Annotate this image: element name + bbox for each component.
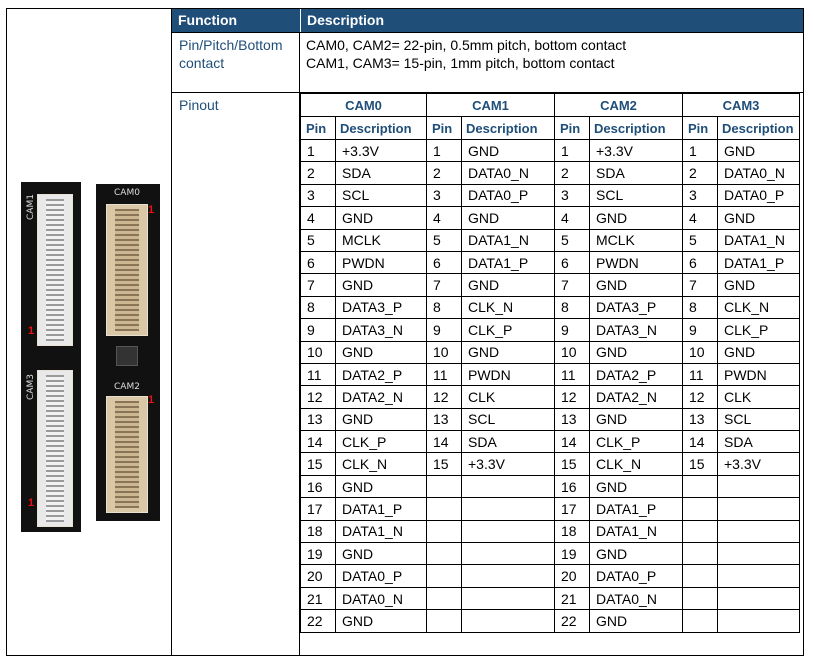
pin1-mark-cam0: 1 — [148, 204, 155, 216]
pin-description-cell: +3.3V — [718, 453, 800, 475]
pin-header: Pin — [555, 117, 590, 140]
pin-number-cell: 22 — [555, 610, 590, 632]
connector-cam3 — [37, 370, 73, 527]
table-row — [301, 162, 800, 184]
pin-description-cell: CLK_P — [336, 431, 427, 453]
pin-description-cell: SDA — [590, 162, 683, 184]
pin-description-cell: DATA1_P — [718, 251, 800, 273]
pin-description-cell: GND — [590, 475, 683, 497]
pin1-mark-cam3: 1 — [28, 497, 35, 509]
pin-number-cell: 12 — [301, 386, 336, 408]
silk-cam1: CAM1 — [26, 194, 36, 220]
description-header-cell: Description — [718, 117, 800, 140]
pin-number-cell — [683, 498, 718, 520]
silk-cam2: CAM2 — [114, 382, 140, 392]
pin-number-cell: 4 — [427, 207, 462, 229]
pin-number-cell: 7 — [427, 274, 462, 296]
table-row — [301, 363, 800, 385]
pin-description-cell: PWDN — [718, 363, 800, 385]
table-row — [301, 274, 800, 296]
pin-description-cell: DATA3_P — [590, 296, 683, 318]
pin-description-cell: DATA0_N — [336, 587, 427, 609]
pin-description-cell: GND — [718, 207, 800, 229]
pin-number-cell: 20 — [301, 565, 336, 587]
silk-cam3: CAM3 — [26, 374, 36, 400]
pin-description-cell: GND — [462, 207, 555, 229]
group-cam3: CAM3 — [683, 94, 800, 117]
pin-description-cell: GND — [336, 207, 427, 229]
pin-number-cell: 2 — [555, 162, 590, 184]
pin-number-cell: 15 — [683, 453, 718, 475]
pin-description-cell: GND — [462, 341, 555, 363]
pin-number-cell: 9 — [683, 319, 718, 341]
pin-number-cell: 6 — [683, 251, 718, 273]
pin-number-cell: 8 — [427, 296, 462, 318]
table-row — [301, 229, 800, 251]
connector-cam0 — [106, 204, 148, 336]
pin-number-cell: 7 — [683, 274, 718, 296]
pin-number-cell: 3 — [427, 184, 462, 206]
pin-number-cell: 6 — [555, 251, 590, 273]
pin-number-cell: 7 — [301, 274, 336, 296]
pin-description-cell: +3.3V — [590, 140, 683, 162]
pin-number-cell: 10 — [427, 341, 462, 363]
pin-number-cell: 8 — [555, 296, 590, 318]
header-divider — [300, 9, 301, 32]
pin-number-cell: 1 — [301, 140, 336, 162]
description-header: Description — [301, 9, 803, 32]
pin-number-cell: 22 — [301, 610, 336, 632]
pin-description-cell: GND — [718, 274, 800, 296]
pin-description-cell — [718, 498, 800, 520]
pin1-mark-cam1: 1 — [28, 325, 35, 337]
pin-number-cell: 4 — [555, 207, 590, 229]
pin-number-cell: 15 — [555, 453, 590, 475]
pinout-row-label: Pinout — [179, 97, 219, 113]
pin-number-cell: 19 — [555, 543, 590, 565]
pin-description-cell: CLK_N — [336, 453, 427, 475]
pin-number-cell: 11 — [427, 363, 462, 385]
pin-description-cell: DATA2_P — [590, 363, 683, 385]
pin-number-cell — [427, 475, 462, 497]
chip-component — [116, 346, 138, 366]
pin-number-cell — [427, 498, 462, 520]
pin-description-cell: GND — [336, 408, 427, 430]
pin-description-cell — [718, 520, 800, 542]
pin-description-cell: +3.3V — [462, 453, 555, 475]
table-row — [301, 587, 800, 609]
pin-number-cell — [427, 610, 462, 632]
pin-header: Pin — [683, 117, 718, 140]
pin-number-cell: 7 — [555, 274, 590, 296]
pin-description-cell: DATA0_P — [462, 184, 555, 206]
pin-description-cell: DATA1_P — [462, 251, 555, 273]
pin-number-cell: 5 — [555, 229, 590, 251]
pin-description-cell: GND — [336, 543, 427, 565]
pin-number-cell: 16 — [555, 475, 590, 497]
pin-description-cell: DATA3_P — [336, 296, 427, 318]
pin-description-cell: SDA — [336, 162, 427, 184]
pinout-table — [300, 93, 800, 633]
pin-description-cell: MCLK — [336, 229, 427, 251]
pin1-mark-cam2: 1 — [148, 394, 155, 406]
pin-description-cell: CLK_N — [462, 296, 555, 318]
pin-number-cell: 12 — [427, 386, 462, 408]
pin-number-cell: 9 — [427, 319, 462, 341]
pin-number-cell: 8 — [301, 296, 336, 318]
pin-description-cell: DATA1_N — [336, 520, 427, 542]
pin-description-cell: CLK_P — [590, 431, 683, 453]
pin-number-cell: 19 — [301, 543, 336, 565]
table-row — [301, 453, 800, 475]
table-row — [301, 610, 800, 632]
pin-number-cell: 14 — [427, 431, 462, 453]
pin-description-cell: DATA0_P — [718, 184, 800, 206]
pin-number-cell: 1 — [555, 140, 590, 162]
pin-number-cell: 2 — [427, 162, 462, 184]
pin-description-cell — [462, 610, 555, 632]
pin-description-cell: GND — [462, 140, 555, 162]
pitch-row-line-2: CAM1, CAM3= 15-pin, 1mm pitch, bottom contact — [306, 55, 615, 71]
table-row — [301, 475, 800, 497]
pin-description-cell: GND — [718, 341, 800, 363]
pin-description-cell: SCL — [590, 184, 683, 206]
pin-description-cell: GND — [336, 341, 427, 363]
pin-number-cell: 15 — [301, 453, 336, 475]
pin-number-cell: 10 — [555, 341, 590, 363]
pin-number-cell: 2 — [301, 162, 336, 184]
table-row — [301, 408, 800, 430]
pin-number-cell: 13 — [683, 408, 718, 430]
pin-description-cell: CLK_N — [718, 296, 800, 318]
pin-description-cell: GND — [718, 140, 800, 162]
pin-description-cell: GND — [336, 475, 427, 497]
pin-description-cell: GND — [462, 274, 555, 296]
pin-number-cell: 6 — [301, 251, 336, 273]
pin-number-cell: 13 — [555, 408, 590, 430]
pin-number-cell: 10 — [301, 341, 336, 363]
pin-header: Pin — [301, 117, 336, 140]
board-photo-cam0-cam2 — [96, 184, 160, 521]
pin-number-cell: 2 — [683, 162, 718, 184]
pin-description-cell — [718, 610, 800, 632]
pin-number-cell: 18 — [555, 520, 590, 542]
group-header-row — [301, 94, 800, 117]
pin-number-cell — [683, 587, 718, 609]
pin-number-cell — [683, 520, 718, 542]
pin-number-cell: 3 — [683, 184, 718, 206]
table-row — [301, 341, 800, 363]
pin-number-cell: 11 — [555, 363, 590, 385]
pin-description-cell: GND — [590, 274, 683, 296]
pin-number-cell: 5 — [427, 229, 462, 251]
pin-number-cell: 6 — [427, 251, 462, 273]
pin-description-cell — [462, 498, 555, 520]
row-separator-1 — [172, 32, 803, 33]
group-cam2: CAM2 — [555, 94, 683, 117]
pin-number-cell — [427, 587, 462, 609]
pin-number-cell — [427, 520, 462, 542]
pin-description-cell: MCLK — [590, 229, 683, 251]
pin-number-cell: 14 — [683, 431, 718, 453]
pin-description-cell — [462, 565, 555, 587]
pin-number-cell: 9 — [301, 319, 336, 341]
pin-description-cell: GND — [336, 610, 427, 632]
pin-description-cell — [462, 543, 555, 565]
silk-cam0: CAM0 — [114, 188, 140, 198]
pin-number-cell: 13 — [301, 408, 336, 430]
pin-description-cell: GND — [590, 543, 683, 565]
pin-number-cell: 5 — [683, 229, 718, 251]
pin-number-cell: 1 — [683, 140, 718, 162]
pin-number-cell: 12 — [683, 386, 718, 408]
pin-description-cell: GND — [590, 207, 683, 229]
connector-cam1 — [37, 194, 73, 346]
table-row — [301, 140, 800, 162]
pin-description-cell: CLK — [718, 386, 800, 408]
pin-description-cell: DATA0_P — [590, 565, 683, 587]
pin-description-cell: PWDN — [336, 251, 427, 273]
table-row — [301, 431, 800, 453]
pin-description-cell: DATA0_N — [590, 587, 683, 609]
table-row — [301, 296, 800, 318]
pin-number-cell: 15 — [427, 453, 462, 475]
pin-number-cell: 4 — [301, 207, 336, 229]
pin-number-cell: 5 — [301, 229, 336, 251]
pin-number-cell: 1 — [427, 140, 462, 162]
table-row — [301, 319, 800, 341]
pin-number-cell: 11 — [301, 363, 336, 385]
function-header: Function — [172, 9, 300, 32]
pin-description-cell: SCL — [718, 408, 800, 430]
pin-description-cell — [462, 520, 555, 542]
pin-description-cell: CLK_P — [462, 319, 555, 341]
group-cam0: CAM0 — [301, 94, 427, 117]
pin-description-cell: SDA — [462, 431, 555, 453]
pin-description-cell: GND — [590, 408, 683, 430]
pin-number-cell: 21 — [555, 587, 590, 609]
pin-description-cell: CLK_N — [590, 453, 683, 475]
connector-photo-column — [7, 9, 172, 655]
pin-description-cell — [718, 475, 800, 497]
pitch-row-line-1: CAM0, CAM2= 22-pin, 0.5mm pitch, bottom contact — [306, 37, 627, 53]
pin-number-cell: 17 — [555, 498, 590, 520]
table-row — [301, 565, 800, 587]
pin-number-cell — [683, 565, 718, 587]
pin-description-cell — [718, 543, 800, 565]
pin-number-cell: 14 — [555, 431, 590, 453]
pin-description-cell — [462, 475, 555, 497]
pin-number-cell — [683, 475, 718, 497]
table-row — [301, 251, 800, 273]
pin-description-cell: DATA0_N — [462, 162, 555, 184]
pin-number-cell: 16 — [301, 475, 336, 497]
connector-cam2 — [106, 396, 148, 513]
pin-number-cell: 8 — [683, 296, 718, 318]
pin-description-cell: DATA1_N — [462, 229, 555, 251]
pin-description-cell — [462, 587, 555, 609]
pin-description-cell: PWDN — [590, 251, 683, 273]
pin-description-cell: GND — [590, 610, 683, 632]
board-photo-cam1-cam3 — [21, 182, 81, 532]
pin-description-cell — [718, 587, 800, 609]
pin-description-cell: PWDN — [462, 363, 555, 385]
pin-description-cell: GND — [336, 274, 427, 296]
pin-number-cell: 12 — [555, 386, 590, 408]
pin-description-cell: SCL — [336, 184, 427, 206]
pin-number-cell — [427, 543, 462, 565]
group-cam1: CAM1 — [427, 94, 555, 117]
pin-number-cell: 13 — [427, 408, 462, 430]
spec-table — [6, 8, 804, 656]
pin-number-cell: 11 — [683, 363, 718, 385]
table-row — [301, 184, 800, 206]
pin-description-cell: DATA2_P — [336, 363, 427, 385]
table-row — [301, 386, 800, 408]
pin-description-cell: DATA0_P — [336, 565, 427, 587]
pin-number-cell: 20 — [555, 565, 590, 587]
description-header-cell: Description — [336, 117, 427, 140]
pin-description-cell: GND — [590, 341, 683, 363]
pin-description-cell: DATA1_P — [336, 498, 427, 520]
pin-number-cell — [427, 565, 462, 587]
pin-description-cell: DATA1_P — [590, 498, 683, 520]
pin-number-cell: 18 — [301, 520, 336, 542]
pin-description-cell: CLK_P — [718, 319, 800, 341]
pin-description-cell — [718, 565, 800, 587]
description-header-cell: Description — [590, 117, 683, 140]
pin-description-cell: +3.3V — [336, 140, 427, 162]
pin-description-cell: SDA — [718, 431, 800, 453]
pin-description-cell: DATA1_N — [590, 520, 683, 542]
pin-description-cell: DATA1_N — [718, 229, 800, 251]
description-header-cell: Description — [462, 117, 555, 140]
pin-description-cell: DATA0_N — [718, 162, 800, 184]
pin-number-cell: 3 — [555, 184, 590, 206]
pin-number-cell: 4 — [683, 207, 718, 229]
pin-description-cell: SCL — [462, 408, 555, 430]
table-row — [301, 520, 800, 542]
pin-number-cell: 3 — [301, 184, 336, 206]
pin-description-cell: DATA2_N — [590, 386, 683, 408]
pin-number-cell — [683, 543, 718, 565]
pin-number-cell: 17 — [301, 498, 336, 520]
table-row — [301, 543, 800, 565]
pin-description-cell: DATA3_N — [336, 319, 427, 341]
table-row — [301, 498, 800, 520]
pin-number-cell: 9 — [555, 319, 590, 341]
pitch-row-label: Pin/Pitch/Bottom contact — [179, 37, 283, 71]
pin-description-cell: DATA3_N — [590, 319, 683, 341]
pin-description-cell: DATA2_N — [336, 386, 427, 408]
table-row — [301, 207, 800, 229]
pin-number-cell: 10 — [683, 341, 718, 363]
pin-number-cell: 21 — [301, 587, 336, 609]
pin-header: Pin — [427, 117, 462, 140]
pin-number-cell — [683, 610, 718, 632]
pin-number-cell: 14 — [301, 431, 336, 453]
column-header-row — [301, 117, 800, 140]
pin-description-cell: CLK — [462, 386, 555, 408]
